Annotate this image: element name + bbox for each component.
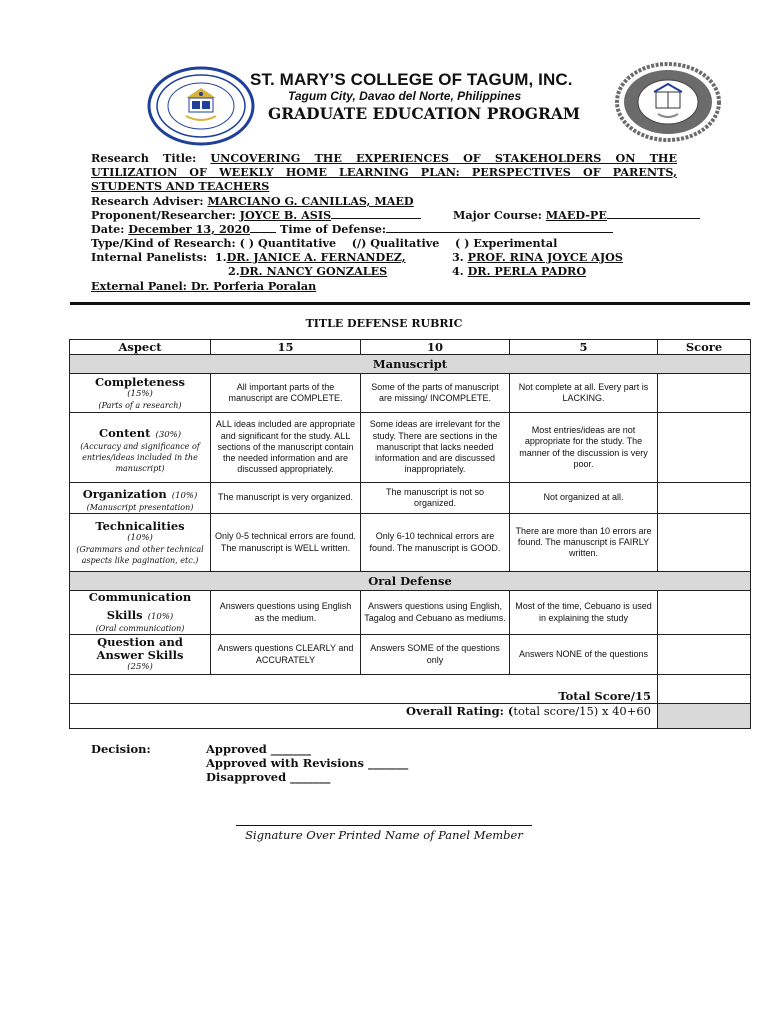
criteria-15: Answers questions using English as the medium.: [211, 591, 361, 635]
aspect-weight: (10%): [147, 612, 174, 622]
aspect-weight: (10%): [127, 532, 153, 543]
time-label: Time of Defense:: [280, 222, 387, 236]
panelist-3-number: 3.: [452, 250, 464, 264]
aspect-name: Completeness: [95, 374, 185, 389]
criteria-10: Some of the parts of manuscript are missing/ INCOMPLETE.: [361, 374, 510, 413]
table-row: [70, 374, 751, 413]
proponent-label: Proponent/Researcher:: [91, 208, 236, 222]
criteria-15: Only 0-5 technical errors are found. The manuscript is WELL written.: [211, 514, 361, 572]
research-title-line: [91, 151, 677, 193]
overall-rating-label: Overall Rating: (: [406, 704, 514, 718]
aspect-name: Content: [98, 425, 151, 440]
table-row: [70, 483, 751, 514]
right-graduate-school-seal: [614, 62, 722, 142]
proponent-blank: [331, 208, 421, 219]
overall-rating-row: [70, 704, 751, 729]
overall-rating-formula: total score/15) x 40+60: [513, 704, 651, 718]
aspect-detail: (Grammars and other technical aspects like pagination, etc.): [76, 544, 204, 565]
decision-approved-with-revisions[interactable]: Approved with Revisions _______: [206, 756, 409, 770]
adviser-value: MARCIANO G. CANILLAS, MAED: [207, 194, 414, 208]
criteria-10: Some ideas are irrelevant for the study. There are sections in the manuscript that lacks needed information and are discussed inappropriately.: [361, 413, 510, 483]
aspect-weight: (10%): [171, 491, 198, 501]
panelist-3: PROF. RINA JOYCE AJOS: [467, 250, 623, 264]
overall-rating-value-cell[interactable]: [658, 704, 751, 729]
criteria-10: Only 6-10 technical errors are found. The manuscript is GOOD.: [361, 514, 510, 572]
aspect-weight: (30%): [155, 429, 182, 440]
criteria-5: Most entries/ideas are not appropriate for the study. The manner of the discussion is very poor.: [510, 413, 658, 483]
left-college-seal: [146, 66, 256, 146]
aspect-detail: (Manuscript presentation): [86, 503, 194, 512]
aspect-heading: [73, 483, 207, 502]
criteria-5: Most of the time, Cebuano is used in explaining the study: [510, 591, 658, 635]
external-panel-label: External Panel:: [91, 279, 187, 293]
total-score-cell[interactable]: [658, 675, 751, 704]
aspect-name: Technicalities: [95, 518, 185, 533]
date-blank: [250, 222, 276, 233]
panelist-4: DR. PERLA PADRO: [467, 264, 587, 278]
table-row: [70, 591, 751, 635]
criteria-10: The manuscript is not so organized.: [361, 483, 510, 514]
score-cell[interactable]: [658, 635, 751, 675]
total-score-label: Total Score/15: [70, 675, 658, 704]
rubric-header-row: [70, 340, 751, 355]
aspect-detail: (Oral communication): [95, 624, 185, 633]
criteria-15: ALL ideas included are appropriate and significant for the study. ALL sections of the manuscript contain the needed information and are discussed appropriately.: [211, 413, 361, 483]
research-type-label: Type/Kind of Research:: [91, 236, 236, 250]
panelist-2-line: [228, 264, 387, 278]
table-row: [70, 514, 751, 572]
external-panel-value: Dr. Porferia Poralan: [190, 279, 317, 293]
score-cell[interactable]: [658, 413, 751, 483]
panelist-2: DR. NANCY GONZALES: [239, 264, 388, 278]
section-title: Manuscript: [70, 355, 751, 374]
program-name: GRADUATE EDUCATION PROGRAM: [268, 104, 581, 123]
aspect-cell: [70, 374, 211, 413]
criteria-15: Answers questions CLEARLY and ACCURATELY: [211, 635, 361, 675]
decision-approved[interactable]: Approved _______: [206, 742, 312, 756]
section-manuscript: [70, 355, 751, 374]
type-qualitative: (/) Qualitative: [351, 236, 440, 250]
table-row: [70, 635, 751, 675]
panelist-3-line: [452, 250, 623, 264]
major-line: [453, 208, 700, 222]
time-blank: [386, 222, 613, 233]
decision-label: Decision:: [91, 742, 151, 756]
internal-panelists-label: Internal Panelists:: [91, 250, 208, 264]
col-15: 15: [211, 340, 361, 355]
signature-caption: Signature Over Printed Name of Panel Member: [245, 828, 523, 842]
panelist-2-number: 2.: [228, 264, 240, 278]
college-location: Tagum City, Davao del Norte, Philippines: [288, 89, 522, 103]
type-experimental: ( ) Experimental: [454, 236, 558, 250]
criteria-5: Answers NONE of the questions: [510, 635, 658, 675]
criteria-10: Answers questions using English, Tagalog and Cebuano as mediums.: [361, 591, 510, 635]
major-value: MAED-PE: [545, 208, 607, 222]
header-divider: [70, 302, 750, 305]
aspect-name: Question and Answer Skills: [96, 635, 184, 662]
col-5: 5: [510, 340, 658, 355]
aspect-detail: (Accuracy and significance of entries/ideas included in the manuscript): [80, 441, 200, 473]
col-10: 10: [361, 340, 510, 355]
date-line: [91, 222, 613, 236]
aspect-weight: (25%): [127, 662, 153, 672]
aspect-cell: [70, 635, 211, 675]
aspect-name: Organization: [82, 487, 167, 501]
aspect-name: Communication: [88, 590, 192, 604]
aspect-detail: (Parts of a research): [98, 400, 182, 410]
criteria-5: There are more than 10 errors are found. The manuscript is FAIRLY written.: [510, 514, 658, 572]
score-cell[interactable]: [658, 514, 751, 572]
aspect-cell: [70, 483, 211, 514]
adviser-label: Research Adviser:: [91, 194, 204, 208]
date-label: Date:: [91, 222, 125, 236]
col-score: Score: [658, 340, 751, 355]
panelist-1: DR. JANICE A. FERNANDEZ,: [226, 250, 406, 264]
overall-rating-cell: [70, 704, 658, 729]
rubric-table: [69, 339, 751, 729]
criteria-5: Not organized at all.: [510, 483, 658, 514]
aspect-cell: [70, 514, 211, 572]
research-title-value: UNCOVERING THE EXPERIENCES OF STAKEHOLDERS ON THE UTILIZATION OF WEEKLY HOME LEARNING PLAN: PERSPECTIVES OF PARENTS, STUDENTS AND TEACHERS: [91, 151, 677, 193]
panelist-4-number: 4.: [452, 264, 464, 278]
aspect-heading: [73, 422, 207, 441]
aspect-heading: [73, 604, 207, 623]
external-panel-line: [91, 279, 316, 293]
decision-disapproved[interactable]: Disapproved _______: [206, 770, 331, 784]
table-row: [70, 413, 751, 483]
score-cell[interactable]: [658, 483, 751, 514]
research-title-label: Research Title:: [91, 151, 197, 165]
criteria-10: Answers SOME of the questions only: [361, 635, 510, 675]
aspect-cell: [70, 591, 211, 635]
rubric-title: TITLE DEFENSE RUBRIC: [305, 317, 463, 330]
panelist-4-line: [452, 264, 586, 278]
major-blank: [607, 208, 700, 219]
major-label: Major Course:: [453, 208, 542, 222]
proponent-value: JOYCE B. ASIS: [239, 208, 332, 222]
col-aspect: Aspect: [70, 340, 211, 355]
proponent-line: [91, 208, 421, 222]
section-title: Oral Defense: [70, 572, 751, 591]
criteria-15: The manuscript is very organized.: [211, 483, 361, 514]
adviser-line: [91, 194, 414, 208]
research-type-line: [91, 236, 557, 250]
type-quantitative: ( ) Quantitative: [239, 236, 337, 250]
criteria-15: All important parts of the manuscript are COMPLETE.: [211, 374, 361, 413]
panelist-1-number: 1.: [214, 250, 227, 264]
date-value: December 13, 2020: [128, 222, 251, 236]
internal-panelists-line: [91, 250, 406, 264]
score-cell[interactable]: [658, 374, 751, 413]
aspect-name-cont: Skills: [106, 608, 143, 622]
aspect-weight: (15%): [127, 388, 153, 399]
signature-line[interactable]: [236, 825, 532, 826]
total-score-row: [70, 675, 751, 704]
college-name: ST. MARY’S COLLEGE OF TAGUM, INC.: [250, 70, 573, 89]
criteria-5: Not complete at all. Every part is LACKING.: [510, 374, 658, 413]
section-oral-defense: [70, 572, 751, 591]
score-cell[interactable]: [658, 591, 751, 635]
aspect-cell: [70, 413, 211, 483]
